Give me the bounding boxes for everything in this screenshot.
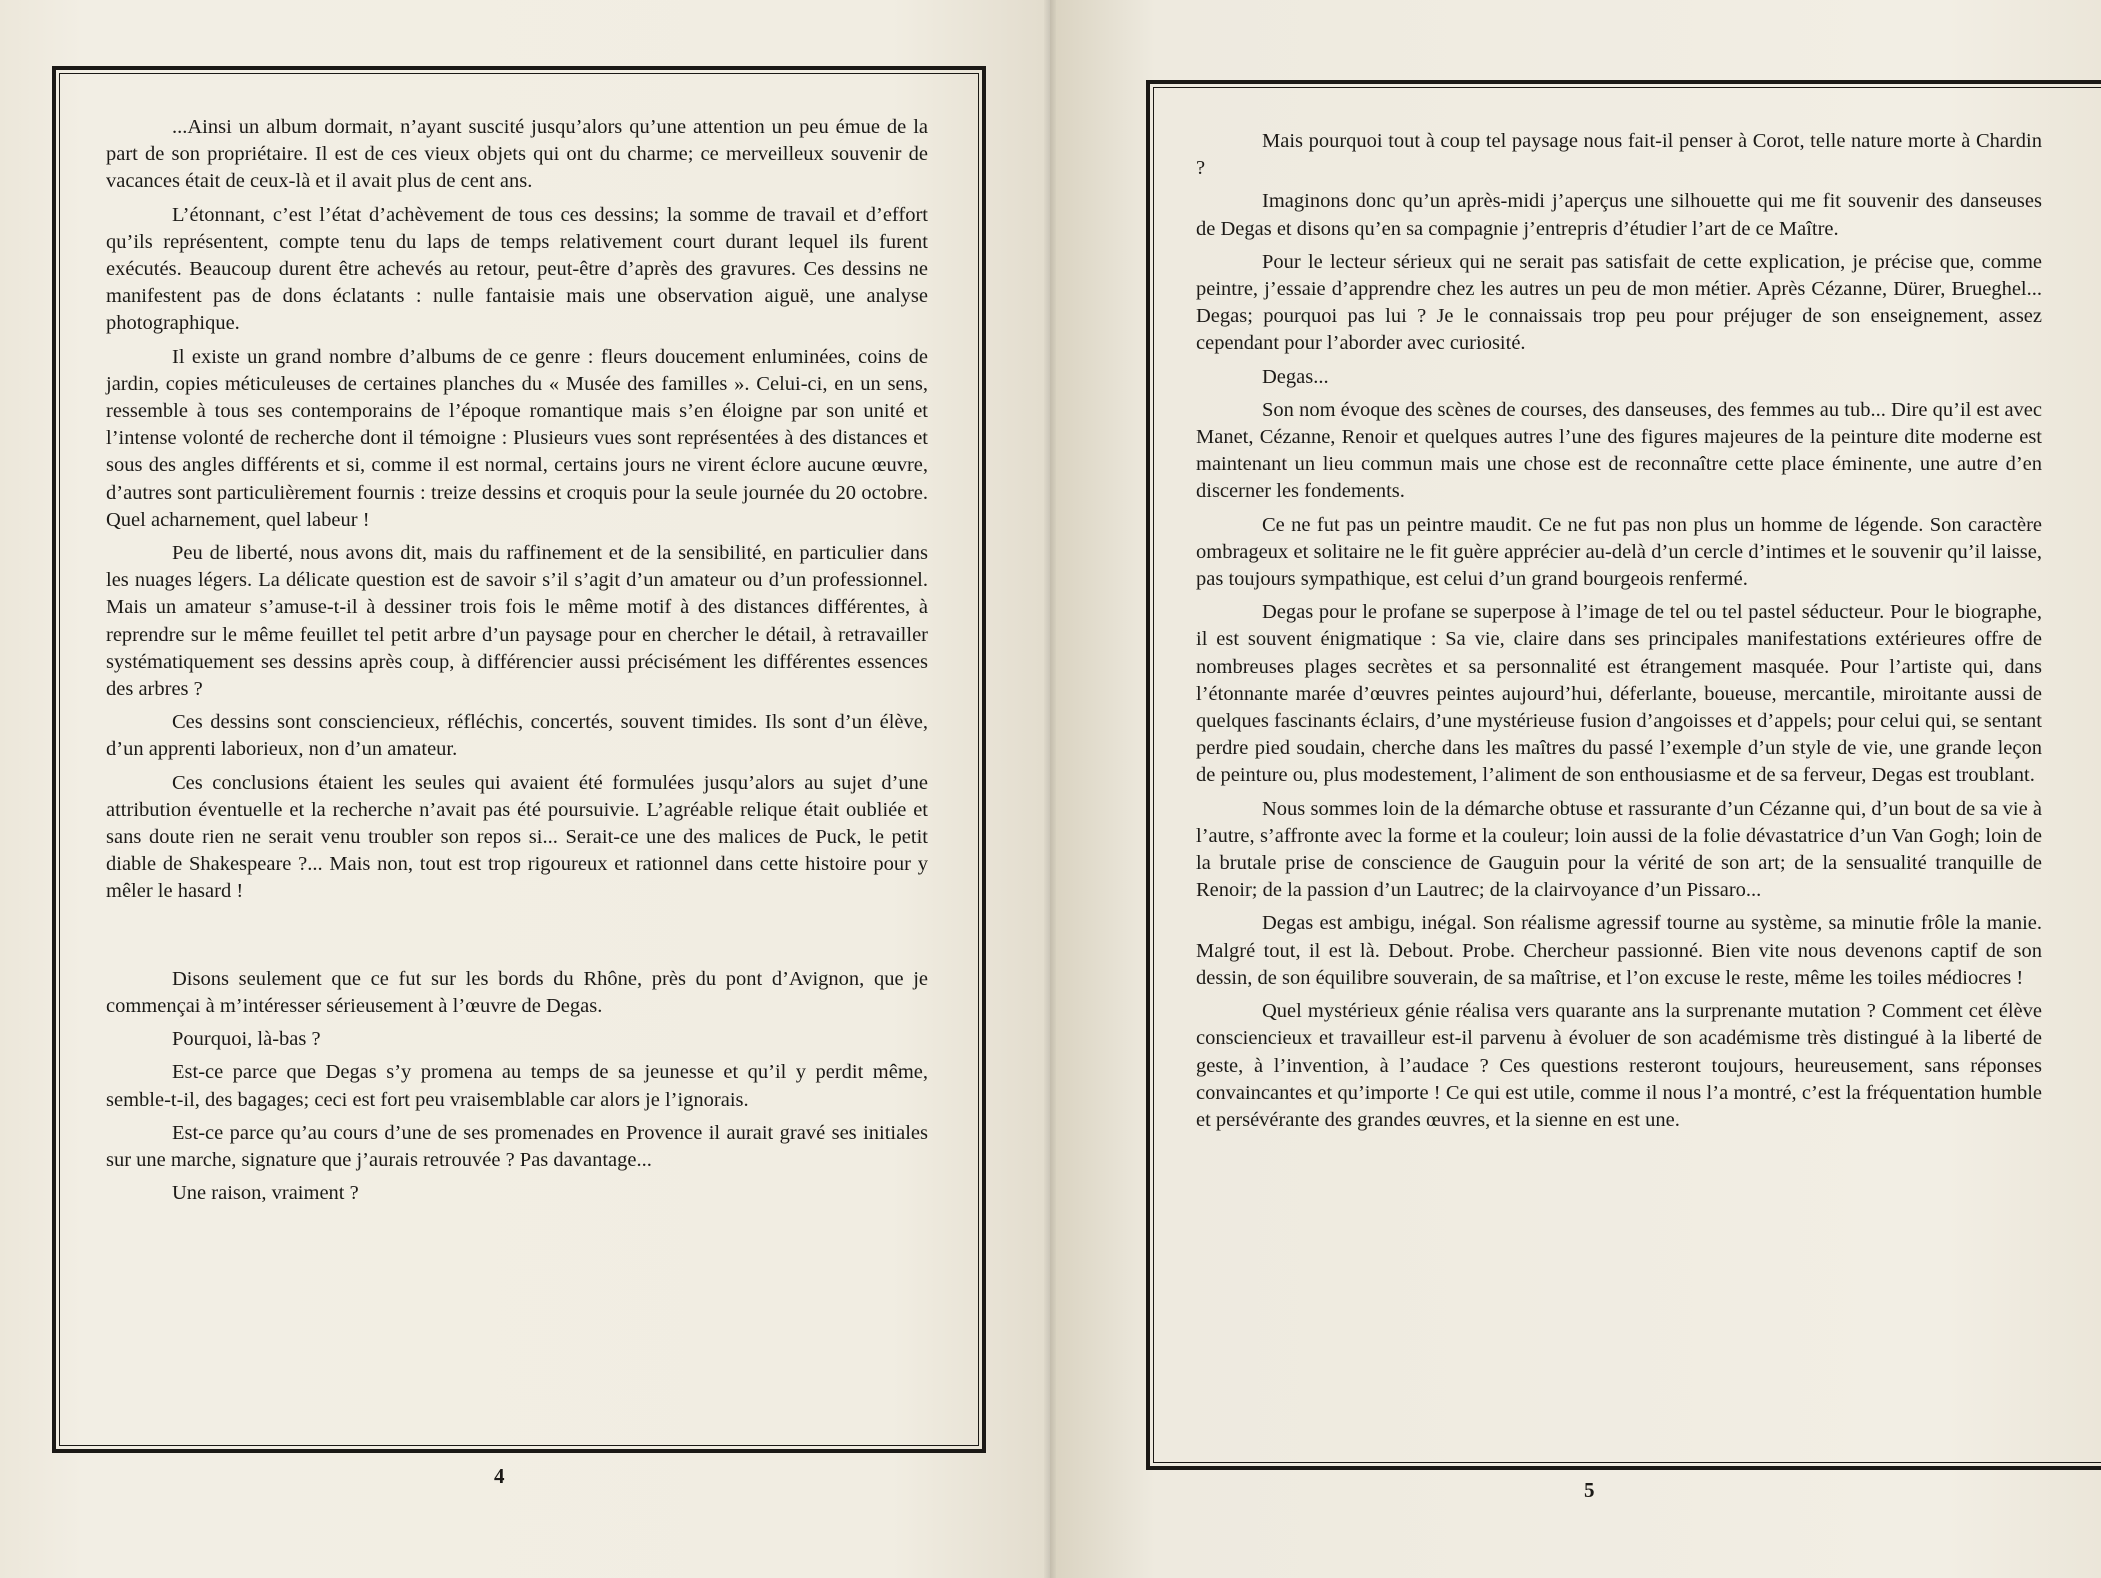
paragraph: Ce ne fut pas un peintre maudit. Ce ne fut pas non plus un homme de légende. Son caractère ombrageux et solitaire ne le fit guère apprécier au-delà d’un cercle d’intimes et le souvenir qu’il laisse, pas toujours sympathique, est celui d’un grand bourgeois renfermé. xyxy=(1196,513,2042,591)
paragraph: Quel mystérieux génie réalisa vers quarante ans la surprenante mutation ? Comment cet élève consciencieux et travailleur est-il parvenu à évoluer de son académisme très distingué à la liberté de geste, à l’invention, à l’audace ? Ces questions resteront toujours, heureusement, sans réponses convaincantes et qu’importe ! Ce qui est utile, comme il nous l’a montré, c’est la fréquentation humble et persévérante des grandes œuvres, et la sienne en est une. xyxy=(1196,1000,2042,1131)
paragraph: Mais pourquoi tout à coup tel paysage nous fait-il penser à Corot, telle nature morte à Chardin ? xyxy=(1196,130,2042,180)
left-page-text xyxy=(106,114,928,1213)
paragraph: Une raison, vraiment ? xyxy=(172,1182,359,1205)
paragraph: Degas pour le profane se superpose à l’image de tel ou tel pastel séducteur. Pour le biographe, il est souvent énigmatique : Sa vie, claire dans ses principales manifestations extérieures offre de nombreuses plages secrètes et sa personnalité est étrangement masquée. Pour l’artiste qui, dans l’étonnante marée d’œuvres peintes aujourd’hui, déferlante, boueuse, mercantile, miroitante aussi de quelques fascinants éclairs, d’une mystérieuse fusion d’angoisses et d’appels; pour celui qui, se sentant perdre pied soudain, cherche dans les maîtres du passé l’exemple d’un style de vie, une grande leçon de peinture ou, plus modestement, l’aliment de son enthousiasme et de sa ferveur, Degas est troublant. xyxy=(1196,601,2042,787)
page-number: 4 xyxy=(494,1464,505,1488)
right-page-text xyxy=(1196,128,2042,1140)
paragraph: L’étonnant, c’est l’état d’achèvement de tous ces dessins; la somme de travail et d’effort qu’ils représentent, compte tenu du laps de temps relativement court durant lequel ils furent exécutés. Beaucoup durent être achevés au retour, peut-être d’après des gravures. Ces dessins ne manifestent pas de dons éclatants : nulle fantaisie mais une observation aiguë, une analyse photographique. xyxy=(106,203,928,335)
paragraph: Ces conclusions étaient les seules qui avaient été formulées jusqu’alors au sujet d’une attribution éventuelle et la recherche n’avait pas été poursuivie. L’agréable relique était oubliée et sans doute rien ne serait venu troubler son repos si... Serait-ce une des malices de Puck, le petit diable de Shakespeare ?... Mais non, tout est trop rigoureux et rationnel dans cette histoire pour y mêler le hasard ! xyxy=(106,771,928,903)
paragraph: Est-ce parce que Degas s’y promena au temps de sa jeunesse et qu’il y perdit même, semble-t-il, des bagages; ceci est fort peu vraisemblable car alors je l’ignorais. xyxy=(106,1061,928,1111)
paragraph: Pour le lecteur sérieux qui ne serait pas satisfait de cette explication, je précise que, comme peintre, j’essaie d’apprendre chez les autres un peu de mon métier. Après Cézanne, Dürer, Brueghel... Degas; pourquoi pas lui ? Je le connaissais trop peu pour préjuger de son enseignement, assez cependant pour l’aborder avec curiosité. xyxy=(1196,250,2042,355)
paragraph: Ces dessins sont consciencieux, réfléchis, concertés, souvent timides. Ils sont d’un élève, d’un apprenti laborieux, non d’un amateur. xyxy=(106,711,928,761)
paragraph: Degas est ambigu, inégal. Son réalisme agressif tourne au système, sa minutie frôle la manie. Malgré tout, il est là. Debout. Probe. Chercheur passionné. Bien vite nous devenons captif de son dessin, de son équilibre souverain, de sa maîtrise, et l’on excuse le reste, même les toiles médiocres ! xyxy=(1196,912,2042,989)
right-page-frame xyxy=(1146,80,2101,1470)
paragraph: Il existe un grand nombre d’albums de ce genre : fleurs doucement enluminées, coins de jardin, copies méticuleuses de certaines planches du « Musée des familles ». Celui-ci, en un sens, ressemble à tous ses contemporains de l’époque romantique mais s’en éloigne par son unité et l’intense volonté de recherche dont il témoigne : Plusieurs vues sont représentées à des distances et sous des angles différents et si, comme il est normal, certains jours ne virent éclore aucune œuvre, d’autres sont particulièrement fournis : treize dessins et croquis pour la seule journée du 20 octobre. Quel acharnement, quel labeur ! xyxy=(106,345,928,531)
paragraph: Son nom évoque des scènes de courses, des danseuses, des femmes au tub... Dire qu’il est avec Manet, Cézanne, Renoir et quelques autres l’une des figures majeures de la peinture dite moderne est maintenant un lieu commun mais une chose est de reconnaître cette place éminente, une autre d’en discerner les fondements. xyxy=(1196,398,2042,503)
book-gutter xyxy=(1044,0,1056,1578)
left-page-frame xyxy=(52,66,986,1453)
page-number: 5 xyxy=(1584,1478,1595,1502)
paragraph: Est-ce parce qu’au cours d’une de ses promenades en Provence il aurait gravé ses initiales sur une marche, signature que j’aurais retrouvée ? Pas davantage... xyxy=(106,1121,928,1171)
left-page xyxy=(0,0,1050,1578)
paragraph: Nous sommes loin de la démarche obtuse et rassurante d’un Cézanne qui, d’un bout de sa vie à l’autre, s’affronte avec la forme et la couleur; loin aussi de la folie dévastatrice d’un Van Gogh; loin de la brutale prise de conscience de Gauguin pour la vérité de son art; de la sensualité tranquille de Renoir; de la passion d’un Lautrec; de la clairvoyance d’un Pissaro... xyxy=(1196,797,2042,902)
paragraph: ...Ainsi un album dormait, n’ayant suscité jusqu’alors qu’une attention un peu émue de la part de son propriétaire. Il est de ces vieux objets qui ont du charme; ce merveilleux souvenir de vacances était de ceux-là et il avait plus de cent ans. xyxy=(106,116,928,193)
right-page xyxy=(1050,0,2101,1578)
paragraph: Imaginons donc qu’un après-midi j’aperçus une silhouette qui me fit souvenir des danseuses de Degas et disons qu’en sa compagnie j’entrepris d’étudier l’art de ce Maître. xyxy=(1196,190,2042,240)
paragraph: Degas... xyxy=(1262,365,1329,388)
paragraph: Peu de liberté, nous avons dit, mais du raffinement et de la sensibilité, en particulier dans les nuages légers. La délicate question est de savoir s’il s’agit d’un amateur ou d’un professionnel. Mais un amateur s’amuse-t-il à dessiner trois fois le même motif à des distances différentes, à reprendre sur le même feuillet tel petit arbre d’un paysage pour en chercher le détail, à retravailler systématiquement ses dessins après coup, à différencier aussi précisément les différentes essences des arbres ? xyxy=(106,542,928,701)
paragraph: Disons seulement que ce fut sur les bords du Rhône, près du pont d’Avignon, que je commençai à m’intéresser sérieusement à l’œuvre de Degas. xyxy=(106,967,928,1017)
paragraph: Pourquoi, là-bas ? xyxy=(172,1028,321,1051)
